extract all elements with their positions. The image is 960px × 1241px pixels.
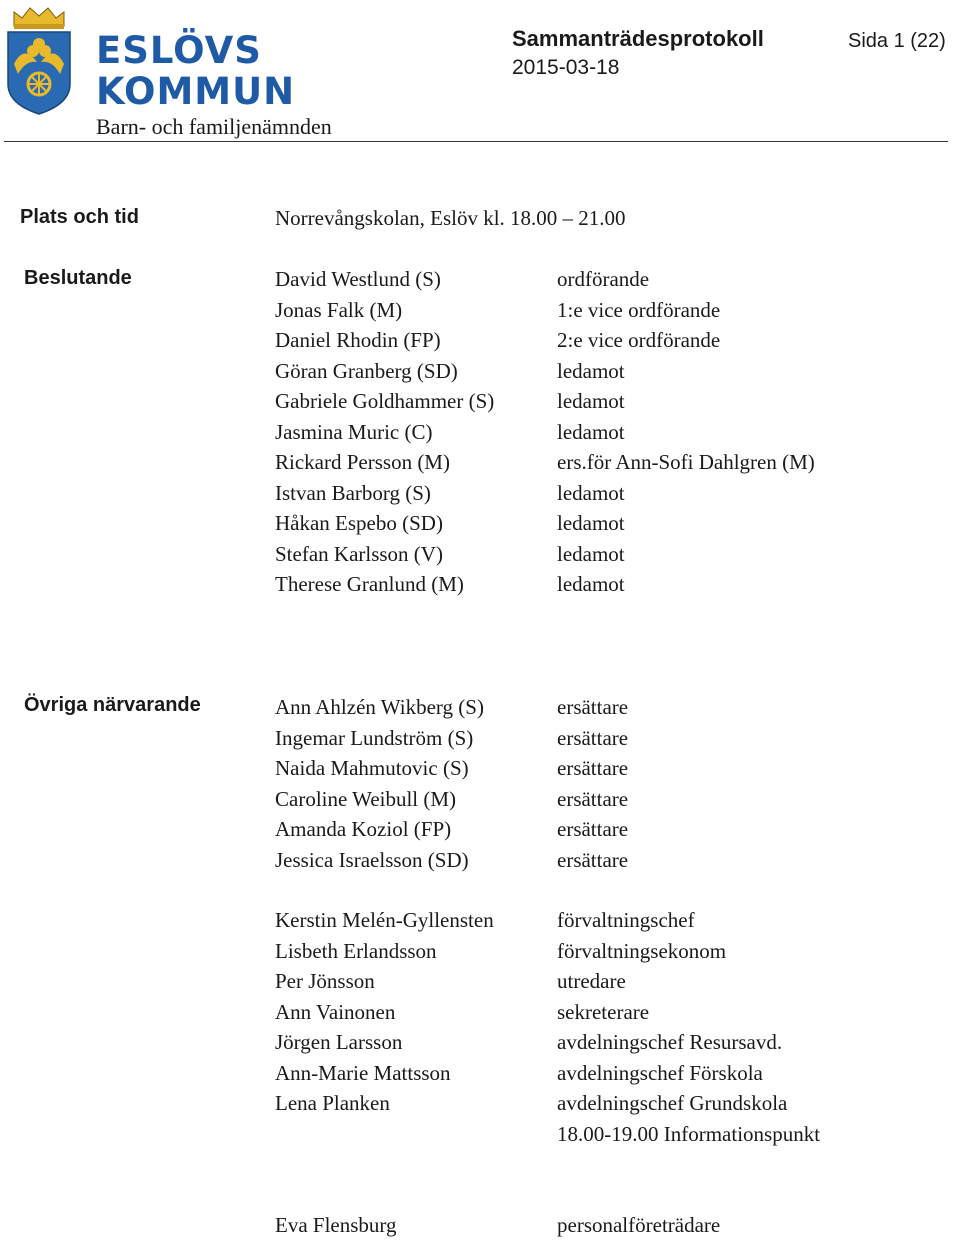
attendee-name: Eva Flensburg bbox=[275, 1213, 397, 1237]
attendee-role: ersättare bbox=[557, 847, 629, 872]
attendee-role: ledamot bbox=[557, 358, 625, 383]
attendee-role: avdelningschef Grundskola bbox=[557, 1091, 788, 1115]
attendee-name: Ingemar Lundström (S) bbox=[275, 725, 474, 750]
attendee-role: ledamot bbox=[557, 541, 625, 566]
attendee-name: Istvan Barborg (S) bbox=[275, 480, 431, 505]
attendee-role: ers.för Ann-Sofi Dahlgren (M) bbox=[557, 450, 815, 474]
attendee-row bbox=[275, 264, 915, 295]
logo-line-1: ESLÖVS bbox=[96, 29, 262, 72]
attendee-role: ersättare bbox=[557, 725, 629, 750]
attendee-row bbox=[275, 784, 915, 815]
attendee-role: sekreterare bbox=[557, 999, 650, 1024]
attendee-row bbox=[275, 295, 915, 326]
attendee-role: ledamot bbox=[557, 511, 625, 535]
attendee-row bbox=[275, 814, 915, 845]
attendee-row bbox=[275, 753, 915, 784]
attendee-row bbox=[275, 905, 915, 936]
attendee-name: Rickard Persson (M) bbox=[275, 450, 450, 474]
attendee-name: Gabriele Goldhammer (S) bbox=[275, 389, 495, 413]
attendee-row bbox=[275, 692, 915, 723]
attendee-name: Ann-Marie Mattsson bbox=[275, 1060, 451, 1085]
ersattare-list bbox=[275, 692, 915, 875]
attendee-name: Jasmina Muric (C) bbox=[275, 419, 433, 444]
attendee-row bbox=[275, 723, 915, 754]
attendee-name: Naida Mahmutovic (S) bbox=[275, 756, 469, 780]
attendee-row bbox=[275, 325, 915, 356]
attendee-name: Daniel Rhodin (FP) bbox=[275, 328, 441, 352]
attendee-row bbox=[275, 845, 915, 876]
header-divider bbox=[4, 141, 948, 142]
attendee-row bbox=[275, 386, 915, 417]
attendee-row bbox=[275, 447, 915, 478]
attendee-name: Ann Vainonen bbox=[275, 999, 396, 1024]
logo-line-2: KOMMUN bbox=[96, 70, 296, 113]
attendee-name: David Westlund (S) bbox=[275, 267, 441, 291]
attendee-name: Per Jönsson bbox=[275, 969, 375, 993]
plats-value: Norrevångskolan, Eslöv kl. 18.00 – 21.00 bbox=[275, 206, 626, 230]
attendee-row bbox=[275, 508, 915, 539]
attendee-name: Caroline Weibull (M) bbox=[275, 786, 457, 811]
attendee-name: Jessica Israelsson (SD) bbox=[275, 847, 469, 872]
attendee-role: 18.00-19.00 Informationspunkt bbox=[557, 1121, 821, 1146]
attendee-name: Håkan Espebo (SD) bbox=[275, 511, 443, 535]
attendee-row bbox=[275, 1058, 915, 1089]
attendee-role: 2:e vice ordförande bbox=[557, 328, 721, 352]
attendee-role: ersättare bbox=[557, 695, 629, 719]
attendee-row bbox=[275, 1210, 915, 1241]
attendee-role: ledamot bbox=[557, 480, 625, 505]
beslutande-list bbox=[275, 264, 915, 600]
plats-label: Plats och tid bbox=[20, 206, 139, 228]
document-title: Sammanträdesprotokoll bbox=[512, 26, 764, 51]
page-header bbox=[0, 0, 960, 142]
attendee-name: Ann Ahlzén Wikberg (S) bbox=[275, 695, 484, 719]
attendee-role: ordförande bbox=[557, 267, 650, 291]
attendee-role: avdelningschef Förskola bbox=[557, 1060, 763, 1085]
municipality-crest-icon bbox=[4, 4, 74, 116]
attendee-name: Stefan Karlsson (V) bbox=[275, 541, 443, 566]
attendee-role: utredare bbox=[557, 969, 626, 993]
attendee-row bbox=[275, 356, 915, 387]
attendee-role: ledamot bbox=[557, 572, 625, 596]
department-name: Barn- och familjenämnden bbox=[96, 114, 332, 139]
attendee-name: Jonas Falk (M) bbox=[275, 297, 403, 322]
attendee-row bbox=[275, 1119, 915, 1150]
attendee-name: Jörgen Larsson bbox=[275, 1030, 403, 1054]
attendee-row bbox=[275, 966, 915, 997]
attendee-name: Lena Planken bbox=[275, 1091, 390, 1115]
attendee-role: förvaltningschef bbox=[557, 908, 695, 932]
page-number: Sida 1 (22) bbox=[848, 30, 946, 52]
beslutande-label: Beslutande bbox=[24, 267, 132, 289]
document-date: 2015-03-18 bbox=[512, 56, 620, 79]
tjansteman-list bbox=[275, 905, 915, 1149]
attendee-name: Therese Granlund (M) bbox=[275, 572, 464, 596]
attendee-role: avdelningschef Resursavd. bbox=[557, 1030, 783, 1054]
attendee-name: Kerstin Melén-Gyllensten bbox=[275, 908, 494, 932]
attendee-row bbox=[275, 1027, 915, 1058]
attendee-row bbox=[275, 417, 915, 448]
attendee-name: Amanda Koziol (FP) bbox=[275, 817, 452, 841]
municipality-logo-text bbox=[96, 30, 295, 112]
attendee-role: personalföreträdare bbox=[557, 1213, 721, 1237]
attendee-role: ersättare bbox=[557, 817, 629, 841]
attendee-row bbox=[275, 478, 915, 509]
attendee-role: ersättare bbox=[557, 786, 629, 811]
attendee-row bbox=[275, 569, 915, 600]
attendee-row bbox=[275, 539, 915, 570]
attendee-role: ersättare bbox=[557, 756, 629, 780]
personal-list bbox=[275, 1210, 915, 1241]
attendee-role: ledamot bbox=[557, 419, 625, 444]
attendee-role: ledamot bbox=[557, 389, 625, 413]
attendee-role: 1:e vice ordförande bbox=[557, 297, 721, 322]
attendee-name: Göran Granberg (SD) bbox=[275, 358, 458, 383]
attendee-name: Lisbeth Erlandsson bbox=[275, 938, 437, 963]
attendee-row bbox=[275, 997, 915, 1028]
attendee-role: förvaltningsekonom bbox=[557, 938, 727, 963]
attendee-row bbox=[275, 936, 915, 967]
attendee-row bbox=[275, 1088, 915, 1119]
ovriga-label: Övriga närvarande bbox=[24, 694, 201, 716]
